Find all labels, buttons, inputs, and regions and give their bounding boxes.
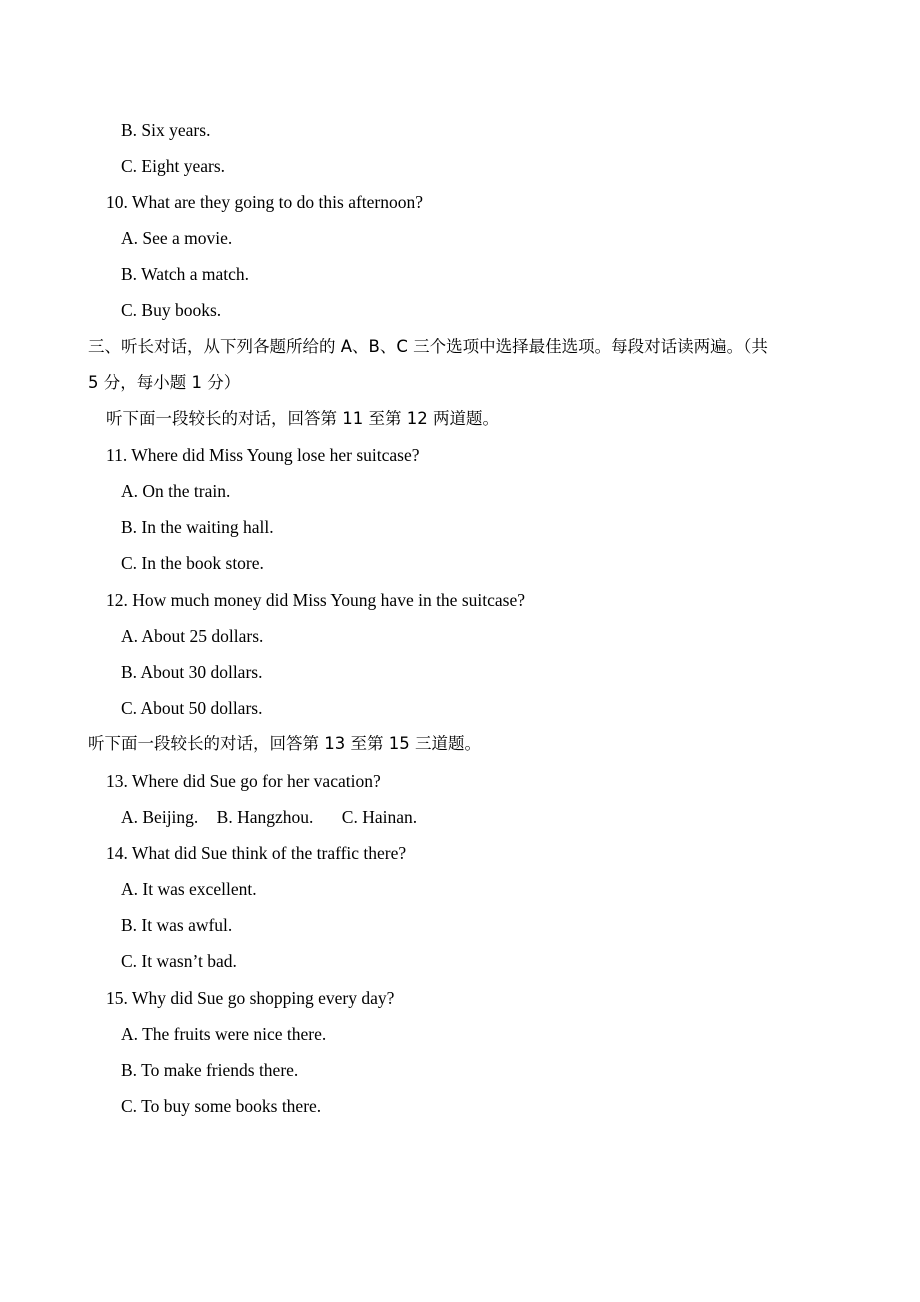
q12-option-a: A. About 25 dollars. [121,626,264,646]
q12-option-b: B. About 30 dollars. [121,662,263,682]
q13-option-a: A. Beijing. [121,807,199,827]
q15-option-a: A. The fruits were nice there. [121,1024,327,1044]
q11-option-c: C. In the book store. [121,553,264,573]
q15-option-c: C. To buy some books there. [121,1096,322,1116]
q15-option-b: B. To make friends there. [121,1060,299,1080]
q13-options-row [121,806,417,828]
q10-option-b: B. Watch a match. [121,264,250,284]
q9-option-c: C. Eight years. [121,156,226,176]
q10-option-a: A. See a movie. [121,228,233,248]
question-11: 11. Where did Miss Young lose her suitcase? [106,445,420,465]
q11-option-b: B. In the waiting hall. [121,517,274,537]
q11-option-a: A. On the train. [121,481,231,501]
question-14: 14. What did Sue think of the traffic there? [106,843,407,863]
question-12: 12. How much money did Miss Young have in the suitcase? [106,590,525,610]
q14-option-a: A. It was excellent. [121,879,257,899]
section-3-heading-cont: 5 分，每小题 1 分） [88,373,241,392]
question-10: 10. What are they going to do this afternoon? [106,192,424,212]
q12-option-c: C. About 50 dollars. [121,698,263,718]
q10-option-c: C. Buy books. [121,300,222,320]
question-13: 13. Where did Sue go for her vacation? [106,771,381,791]
dialogue-2-instruction: 听下面一段较长的对话，回答第 13 至第 15 三道题。 [88,734,481,753]
q14-option-b: B. It was awful. [121,915,233,935]
question-15: 15. Why did Sue go shopping every day? [106,988,395,1008]
q13-option-b: B. Hangzhou. [216,807,314,827]
q14-option-c: C. It wasn’t bad. [121,951,237,971]
dialogue-1-instruction: 听下面一段较长的对话，回答第 11 至第 12 两道题。 [106,409,499,428]
q13-option-c: C. Hainan. [341,807,418,827]
q9-option-b: B. Six years. [121,120,211,140]
section-3-heading: 三、听长对话，从下列各题所给的 A、B、C 三个选项中选择最佳选项。每段对话读两遍。（共 [88,337,768,356]
